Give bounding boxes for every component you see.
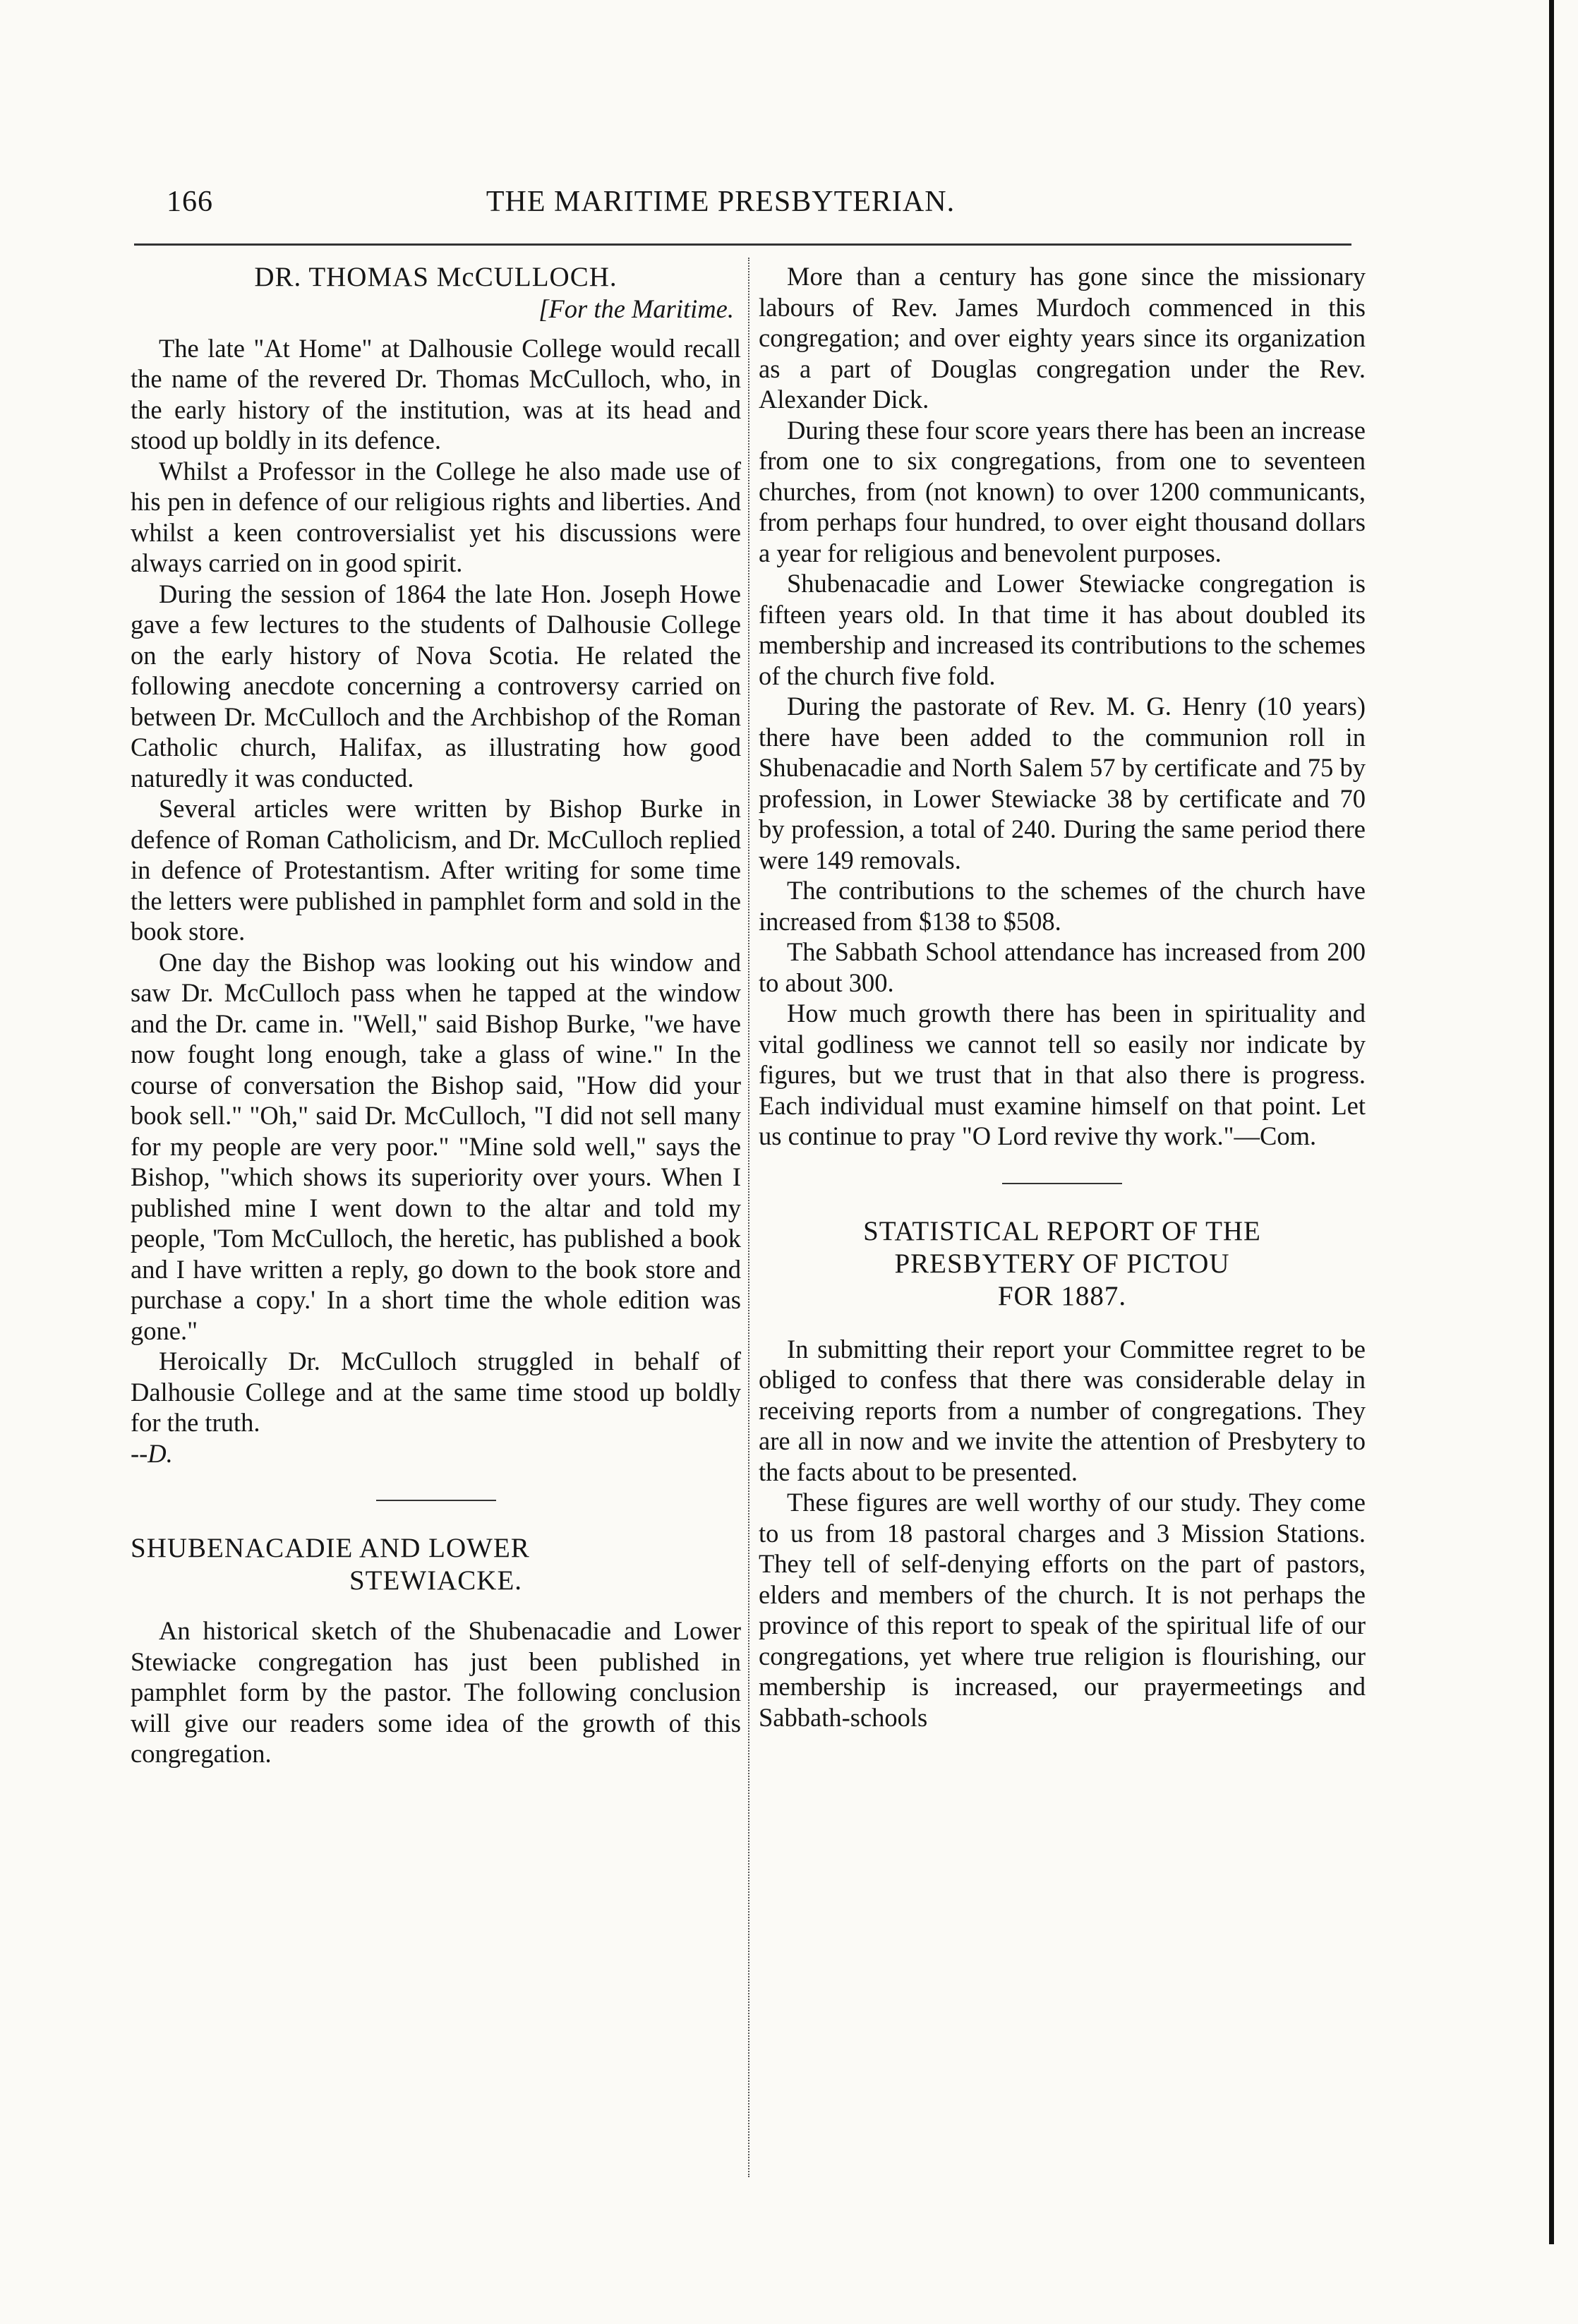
paragraph: An historical sketch of the Shubenacadie and Lower Stewiacke congregation has just been published in pamphlet form by the pastor. The following conclusion will give our readers some idea of the growth of this congregation. — [131, 1616, 741, 1768]
paragraph: During the pastorate of Rev. M. G. Henry (10 years) there have been added to the communion roll in Shubenacadie and North Salem 57 by certificate and 75 by profession, in Lower Stewiacke 38 by certificate and 70 by profession, a total of 240. During the same period there were 149 removals. — [759, 692, 1366, 874]
paragraph: During these four score years there has been an increase from one to six congregations, from one to seventeen churches, from (not known) to over 1200 communicants, from perhaps four hundred, to over eight thousand dollars a year for religious and benevolent purposes. — [759, 415, 1366, 567]
article-signature: --D. — [131, 1438, 173, 1468]
paragraph: These figures are well worthy of our study. They come to us from 18 pastoral charges and 3 Mission Stations. They tell of self-denying efforts on the part of pastors, elders and members of the church. It is not perhaps the province of this report to speak of the spiritual life of our congregations, yet where true religion is flourishing, our membership is increased, our prayermeetings and Sabbath-schools — [759, 1488, 1366, 1732]
paragraph: One day the Bishop was looking out his window and saw Dr. McCulloch pass when he tapped at the window and the Dr. came in. "Well," said Bishop Burke, "we have now fought long enough, take a glass of wine." In the course of conversation the Bishop said, "How did your book sell." "Oh," said Dr. McCulloch, "I did not sell many for my people are very poor." "Mine sold well," says the Bishop, "which shows its superiority over yours. When I published mine I went down to the altar and told my people, 'Tom McCulloch, the heretic, has published a book and I have written a reply, go down to the book store and purchase a copy.' In a short time the whole edition was gone." — [131, 947, 741, 1345]
page-header — [167, 185, 1352, 219]
column-divider — [748, 258, 749, 2177]
title-line: SHUBENACADIE AND LOWER — [131, 1533, 530, 1563]
paragraph: Whilst a Professor in the College he also made use of his pen in defence of our religious rights and liberties. And whilst a keen controversialist yet his discussions were always carried on in good spirit. — [131, 456, 741, 577]
paragraph: Several articles were written by Bishop Burke in defence of Roman Catholicism, and Dr. McCulloch replied in defence of Protestantism. After writing for some time the letters were published in pamphlet form and sold in the book store. — [131, 794, 741, 946]
section-separator — [376, 1500, 496, 1501]
left-column — [131, 261, 741, 1769]
paragraph: The Sabbath School attendance has increased from 200 to about 300. — [759, 937, 1366, 997]
article-title-mcculloch: DR. THOMAS McCULLOCH. — [254, 262, 618, 292]
header-rule — [134, 243, 1351, 246]
page-edge-line — [1549, 0, 1554, 2244]
paragraph: Heroically Dr. McCulloch struggled in behalf of Dalhousie College and at the same time stood up boldly for the truth. — [131, 1347, 741, 1437]
article-title-statistical: STATISTICAL REPORT OF THE — [863, 1215, 1261, 1246]
paragraph: More than a century has gone since the missionary labours of Rev. James Murdoch commenced in this congregation; and over eighty years since its organization as a part of Douglas congregation under the Rev. Alexander Dick. — [759, 262, 1366, 414]
paragraph: Shubenacadie and Lower Stewiacke congregation is fifteen years old. In that time it has about doubled its membership and increased its contributions to the schemes of the church five fold. — [759, 569, 1366, 690]
running-title: THE MARITIME PRESBYTERIAN. — [486, 186, 956, 218]
paragraph: In submitting their report your Committee regret to be obliged to confess that there was considerable delay in receiving reports from a number of congregations. They are all in now and we invite the attention of Presbytery to the facts about to be presented. — [759, 1334, 1366, 1486]
title-line: FOR 1887. — [997, 1280, 1127, 1311]
section-separator — [1002, 1183, 1122, 1184]
article-title-shubenacadie — [131, 1532, 741, 1565]
title-line: PRESBYTERY OF PICTOU — [894, 1248, 1230, 1279]
right-column — [759, 261, 1366, 1733]
paragraph: How much growth there has been in spirituality and vital godliness we cannot tell so easily nor indicate by figures, but we trust that in that also there is progress. Each individual must examine himself on that point. Let us continue to pray "O Lord revive thy work."—Com. — [759, 999, 1366, 1150]
page-number: 166 — [167, 186, 213, 218]
paragraph: The late "At Home" at Dalhousie College would recall the name of the revered Dr. Thomas McCulloch, who, in the early history of the institution, was at its head and stood up boldly in its defence. — [131, 333, 741, 454]
title-line: STEWIACKE. — [349, 1565, 523, 1596]
article-byline: [For the Maritime. — [538, 294, 734, 323]
paragraph: The contributions to the schemes of the church have increased from $138 to $508. — [759, 876, 1366, 936]
paragraph: During the session of 1864 the late Hon. Joseph Howe gave a few lectures to the students of Dalhousie College on the early history of Nova Scotia. He related the following anecdote concerning a controversy carried on between Dr. McCulloch and the Archbishop of the Roman Catholic church, Halifax, as illustrating how good naturedly it was conducted. — [131, 579, 741, 793]
